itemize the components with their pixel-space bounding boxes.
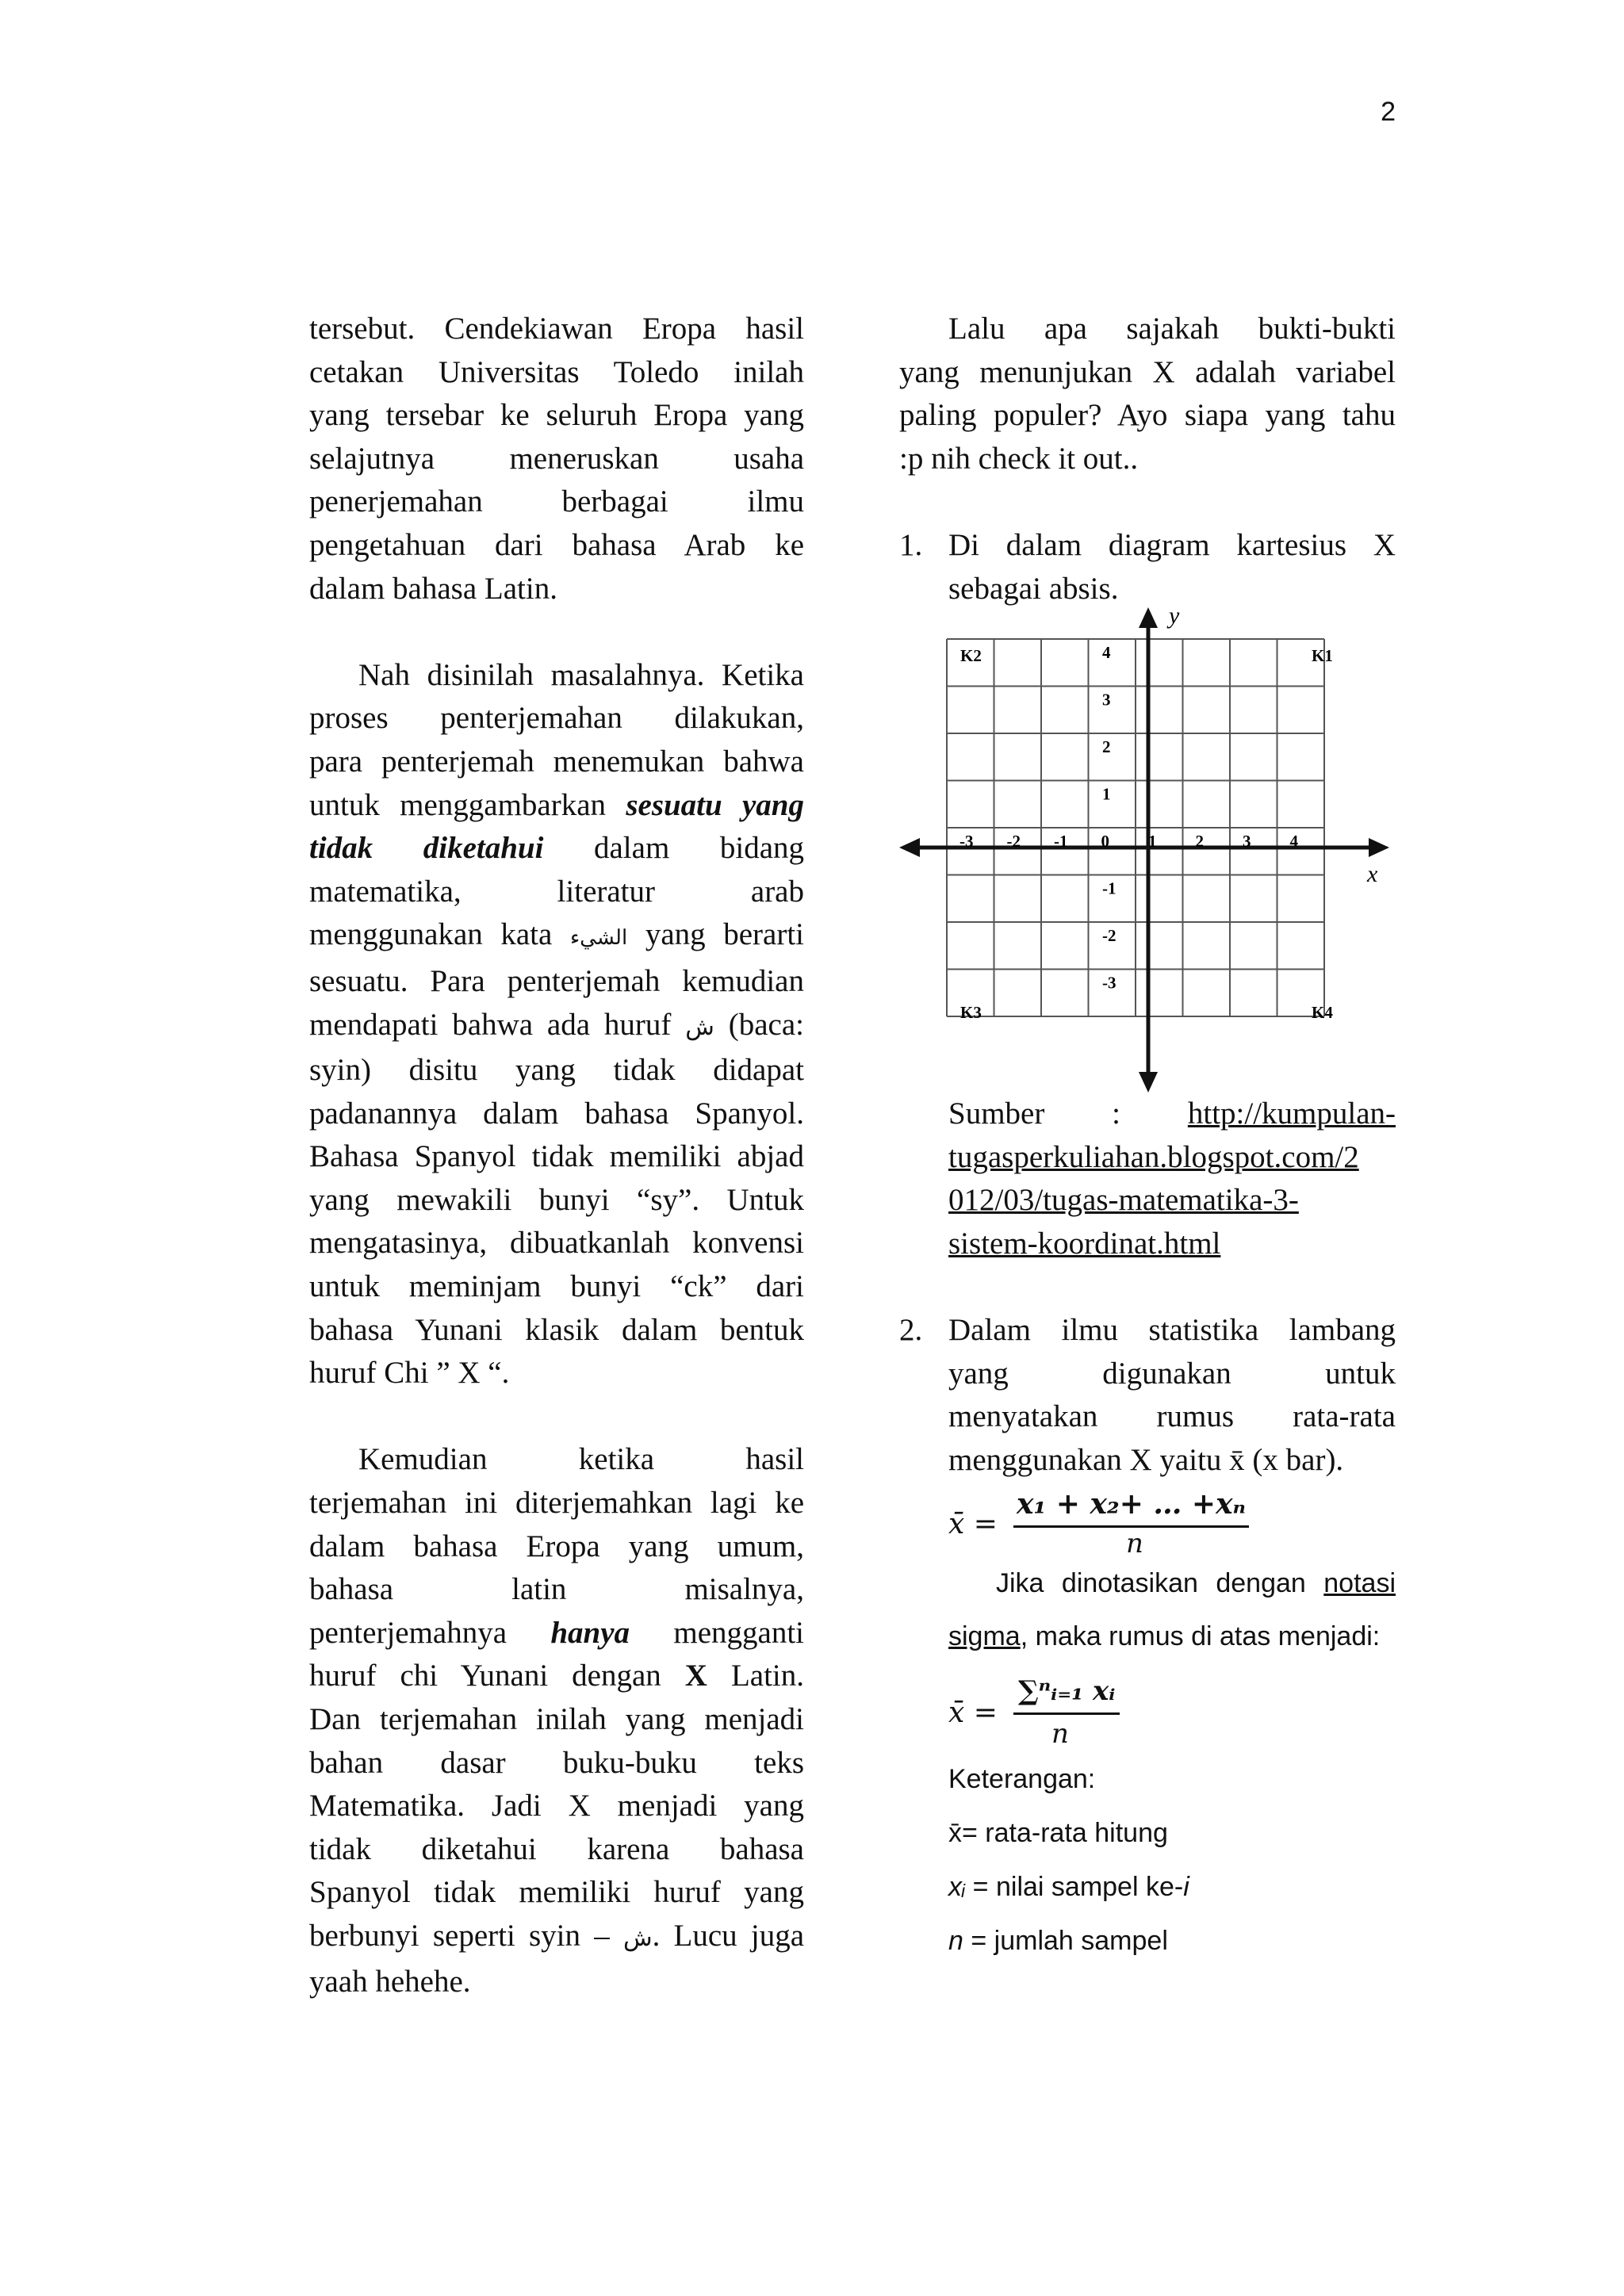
text-line: mendapati bahwa ada huruf ش (baca: bbox=[309, 1007, 804, 1042]
x-tick-label: -2 bbox=[1006, 832, 1021, 851]
text-line: Nah disinilah masalahnya. Ketika bbox=[358, 657, 804, 692]
y-tick-label: 1 bbox=[1102, 784, 1111, 804]
text-line: Di dalam diagram kartesius X bbox=[948, 527, 1396, 562]
quadrant-label-k1: K1 bbox=[1312, 646, 1333, 666]
text-line: Dan terjemahan inilah yang menjadi bbox=[309, 1702, 804, 1736]
text-line: yang mewakili bunyi “sy”. Untuk bbox=[309, 1182, 804, 1217]
source-link[interactable]: http://kumpulan- bbox=[1187, 1096, 1396, 1131]
text-line: para penterjemah menemukan bahwa bbox=[309, 744, 804, 779]
keterangan-n: n = jumlah sampel bbox=[948, 1925, 1168, 1956]
text-line: menggunakan X yaitu x̄ (x bar). bbox=[948, 1442, 1344, 1477]
text-line: sigma, maka rumus di atas menjadi: bbox=[948, 1621, 1381, 1651]
y-tick-label: -2 bbox=[1102, 926, 1116, 946]
keterangan-title: Keterangan: bbox=[948, 1763, 1096, 1794]
text-line: Jika dinotasikan dengan notasi bbox=[996, 1567, 1396, 1598]
text-line: cetakan Universitas Toledo inilah bbox=[309, 354, 804, 389]
source-link[interactable]: sistem-koordinat.html bbox=[948, 1226, 1221, 1261]
text-line: Spanyol tidak memiliki huruf yang bbox=[309, 1875, 804, 1910]
text-line: Dalam ilmu statistika lambang bbox=[948, 1313, 1396, 1348]
text-line: selajutnya meneruskan usaha bbox=[309, 441, 804, 476]
text-line: yaah hehehe. bbox=[309, 1964, 471, 1999]
emphasis-text: tidak diketahui bbox=[309, 831, 544, 866]
keterangan-xbar: x̄= rata-rata hitung bbox=[948, 1817, 1168, 1848]
cartesian-diagram bbox=[899, 607, 1396, 1099]
text-line: untuk meminjam bunyi “ck” dari bbox=[309, 1269, 804, 1304]
quadrant-label-k3: K3 bbox=[960, 1003, 982, 1023]
y-tick-label: 3 bbox=[1102, 690, 1111, 710]
text-line: yang menunjukan X adalah variabel bbox=[899, 354, 1396, 389]
text-line: Kemudian ketika hasil bbox=[358, 1442, 804, 1477]
text-line: tidak diketahui karena bahasa bbox=[309, 1831, 804, 1866]
text-line: bahan dasar buku-buku teks bbox=[309, 1745, 804, 1780]
text-line: tidak diketahui dalam bidang bbox=[309, 831, 804, 866]
text-line: Bahasa Spanyol tidak memiliki abjad bbox=[309, 1139, 804, 1174]
right-column bbox=[899, 308, 1396, 1968]
arabic-letter: ش bbox=[685, 1013, 714, 1040]
quadrant-label-k2: K2 bbox=[960, 646, 982, 666]
axis-label-y: y bbox=[1169, 607, 1180, 629]
text-line: syin) disitu yang tidak didapat bbox=[309, 1053, 804, 1088]
x-tick-label: 2 bbox=[1195, 832, 1204, 851]
notasi-link[interactable]: notasi bbox=[1323, 1567, 1396, 1598]
x-tick-label: 1 bbox=[1148, 832, 1157, 851]
text-line: padanannya dalam bahasa Spanyol. bbox=[309, 1096, 804, 1131]
text-line: proses penterjemahan dilakukan, bbox=[309, 701, 804, 736]
y-tick-label: -3 bbox=[1102, 973, 1116, 993]
keterangan-xi: xᵢ = nilai sampel ke-i bbox=[948, 1871, 1189, 1902]
text-line: yang tersebar ke seluruh Eropa yang bbox=[309, 398, 804, 433]
x-tick-label: -3 bbox=[959, 832, 974, 851]
keterangan-block bbox=[948, 1752, 1396, 1968]
left-column bbox=[309, 308, 804, 2003]
y-tick-label: 2 bbox=[1102, 737, 1111, 757]
text-line: menggunakan kata الشيء yang berarti bbox=[309, 917, 804, 952]
source-link[interactable]: tugasperkuliahan.blogspot.com/2 bbox=[948, 1139, 1359, 1174]
text-line: matematika, literatur arab bbox=[309, 874, 804, 909]
text-line: sesuatu. Para penterjemah kemudian bbox=[309, 963, 804, 998]
text-line: untuk menggambarkan sesuatu yang bbox=[309, 787, 804, 822]
list-item-2 bbox=[899, 1309, 1396, 1967]
text-line: Lalu apa sajakah bukti-bukti bbox=[948, 312, 1396, 346]
text-line: penterjemahnya hanya mengganti bbox=[309, 1615, 804, 1650]
intro-paragraph bbox=[899, 308, 1396, 480]
text-line: huruf chi Yunani dengan X Latin. bbox=[309, 1659, 805, 1693]
y-tick-label: 4 bbox=[1102, 643, 1111, 663]
grid bbox=[947, 639, 1324, 1016]
page-number: 2 bbox=[1381, 97, 1396, 127]
source-block bbox=[899, 1093, 1396, 1265]
text-line: Sumber : http://kumpulan- bbox=[948, 1096, 1396, 1131]
quadrant-label-k4: K4 bbox=[1312, 1003, 1333, 1023]
text-line: sebagai absis. bbox=[948, 571, 1119, 606]
text-line: dalam bahasa Latin. bbox=[309, 571, 557, 606]
x-tick-label: -1 bbox=[1054, 832, 1068, 851]
paragraph-1 bbox=[309, 308, 804, 610]
text-line: paling populer? Ayo siapa yang tahu bbox=[899, 398, 1396, 433]
paragraph-3 bbox=[309, 1438, 804, 2003]
mean-formula: x̄ = x₁ + x₂+ … +xₙ n bbox=[948, 1486, 1396, 1556]
x-tick-label: 3 bbox=[1243, 832, 1251, 851]
text-line: menyatakan rumus rata-rata bbox=[948, 1399, 1396, 1434]
bold-x: X bbox=[684, 1659, 707, 1693]
emphasis-text: hanya bbox=[550, 1615, 630, 1650]
text-line: :p nih check it out.. bbox=[899, 441, 1139, 476]
source-link[interactable]: 012/03/tugas-matematika-3- bbox=[948, 1183, 1299, 1218]
text-line: bahasa Yunani klasik dalam bentuk bbox=[309, 1312, 804, 1347]
text-line: yang digunakan untuk bbox=[948, 1356, 1396, 1391]
text-line: Matematika. Jadi X menjadi yang bbox=[309, 1789, 804, 1823]
list-number: 2. bbox=[899, 1313, 923, 1348]
sigma-formula: x̄ = ∑ⁿᵢ₌₁ xᵢ n bbox=[948, 1670, 1396, 1752]
text-line: penerjemahan berbagai ilmu bbox=[309, 484, 804, 519]
text-line: huruf Chi ” X “. bbox=[309, 1356, 510, 1391]
text-line: bahasa latin misalnya, bbox=[309, 1572, 804, 1607]
y-tick-label: -1 bbox=[1102, 878, 1116, 898]
sigma-link[interactable]: sigma bbox=[948, 1621, 1021, 1651]
x-tick-label: 4 bbox=[1289, 832, 1298, 851]
paragraph-2 bbox=[309, 654, 804, 1395]
text-line: dalam bahasa Eropa yang umum, bbox=[309, 1529, 804, 1563]
list-item-1 bbox=[899, 524, 1396, 610]
x-tick-label: 0 bbox=[1101, 832, 1109, 851]
text-line: berbunyi seperti syin – ش. Lucu juga bbox=[309, 1918, 805, 1953]
text-line: mengatasinya, dibuatkanlah konvensi bbox=[309, 1226, 804, 1261]
list-number: 1. bbox=[899, 527, 923, 562]
axis-label-x: x bbox=[1367, 861, 1378, 888]
text-line: pengetahuan dari bahasa Arab ke bbox=[309, 527, 804, 562]
arabic-letter: ش bbox=[622, 1924, 653, 1951]
arabic-text: الشيء bbox=[569, 926, 628, 950]
text-line: tersebut. Cendekiawan Eropa hasil bbox=[309, 312, 804, 346]
text-line: terjemahan ini diterjemahkan lagi ke bbox=[309, 1486, 804, 1521]
emphasis-text: sesuatu yang bbox=[626, 787, 804, 822]
